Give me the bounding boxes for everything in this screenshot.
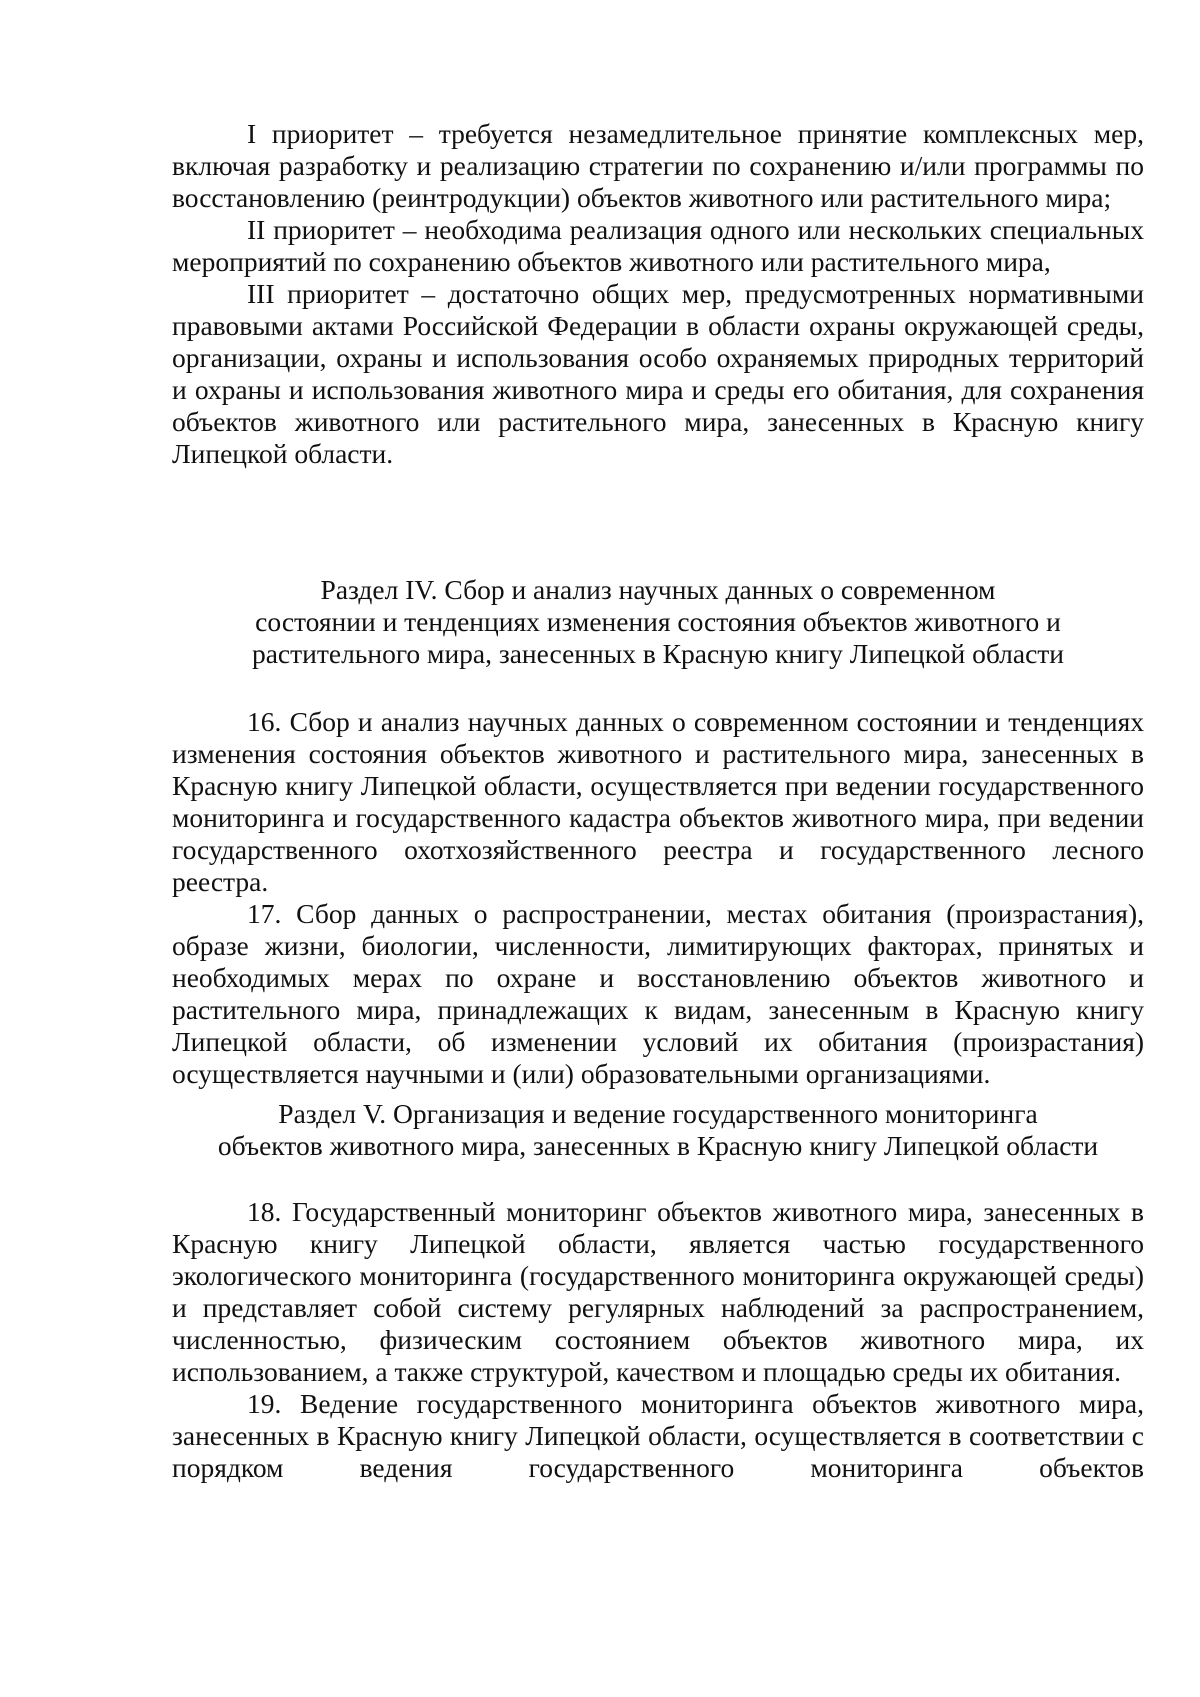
item-16-paragraph: 16. Сбор и анализ научных данных о современном состоянии и тенденциях изменения состояния объектов животного и растительного мира, занесенных в Красную книгу Липецкой области, осуществляется при ведении государственного мониторинга и государственного кадастра объектов животного мира, при ведении государственного охотхозяйственного реестра и государственного лесного реестра.	[172, 706, 1144, 897]
section-5-body	[172, 1196, 1144, 1484]
item-17-paragraph: 17. Сбор данных о распространении, местах обитания (произрастания), образе жизни, биологии, численности, лимитирующих факторах, принятых и необходимых мерах по охране и восстановлению объектов животного и растительного мира, принадлежащих к видам, занесенным в Красную книгу Липецкой области, об изменении условий их обитания (произрастания) осуществляется научными и (или) образовательными организациями.	[172, 898, 1144, 1089]
section-4-heading-line: растительного мира, занесенных в Красную книгу Липецкой области	[251, 638, 1065, 669]
section-4-heading	[172, 574, 1144, 670]
priority-1-paragraph: I приоритет – требуется незамедлительное принятие комплексных мер, включая разработку и реализацию стратегии по сохранению и/или программы по восстановлению (реинтродукции) объектов животного или растительного мира;	[172, 118, 1144, 213]
priority-2-paragraph: II приоритет – необходима реализация одного или нескольких специальных мероприятий по сохранению объектов животного или растительного мира,	[172, 214, 1144, 277]
priority-3-paragraph: III приоритет – достаточно общих мер, предусмотренных нормативными правовыми актами Российской Федерации в области охраны окружающей среды, организации, охраны и использования особо охраняемых природных территорий и охраны и использования животного мира и среды его обитания, для сохранения объектов животного или растительного мира, занесенных в Красную книгу Липецкой области.	[172, 278, 1144, 469]
section-5-heading-line: Раздел V. Организация и ведение государственного мониторинга	[278, 1098, 1038, 1129]
priorities-block	[172, 118, 1144, 470]
section-5-heading-line: объектов животного мира, занесенных в Красную книгу Липецкой области	[217, 1130, 1099, 1161]
section-4-heading-line: состоянии и тенденциях изменения состояния объектов животного и	[255, 606, 1061, 637]
section-5-heading	[172, 1098, 1144, 1162]
item-18-paragraph: 18. Государственный мониторинг объектов животного мира, занесенных в Красную книгу Липецкой области, является частью государственного экологического мониторинга (государственного мониторинга окружающей среды) и представляет собой систему регулярных наблюдений за распространением, численностью, физическим состоянием объектов животного мира, их использованием, а также структурой, качеством и площадью среды их обитания.	[172, 1196, 1144, 1387]
section-4-body	[172, 706, 1144, 1090]
section-4-heading-line: Раздел IV. Сбор и анализ научных данных о современном	[320, 574, 996, 605]
item-19-paragraph: 19. Ведение государственного мониторинга объектов животного мира, занесенных в Красную книгу Липецкой области, осуществляется в соответствии с порядком ведения государственного мониторинга объектов	[172, 1388, 1144, 1483]
